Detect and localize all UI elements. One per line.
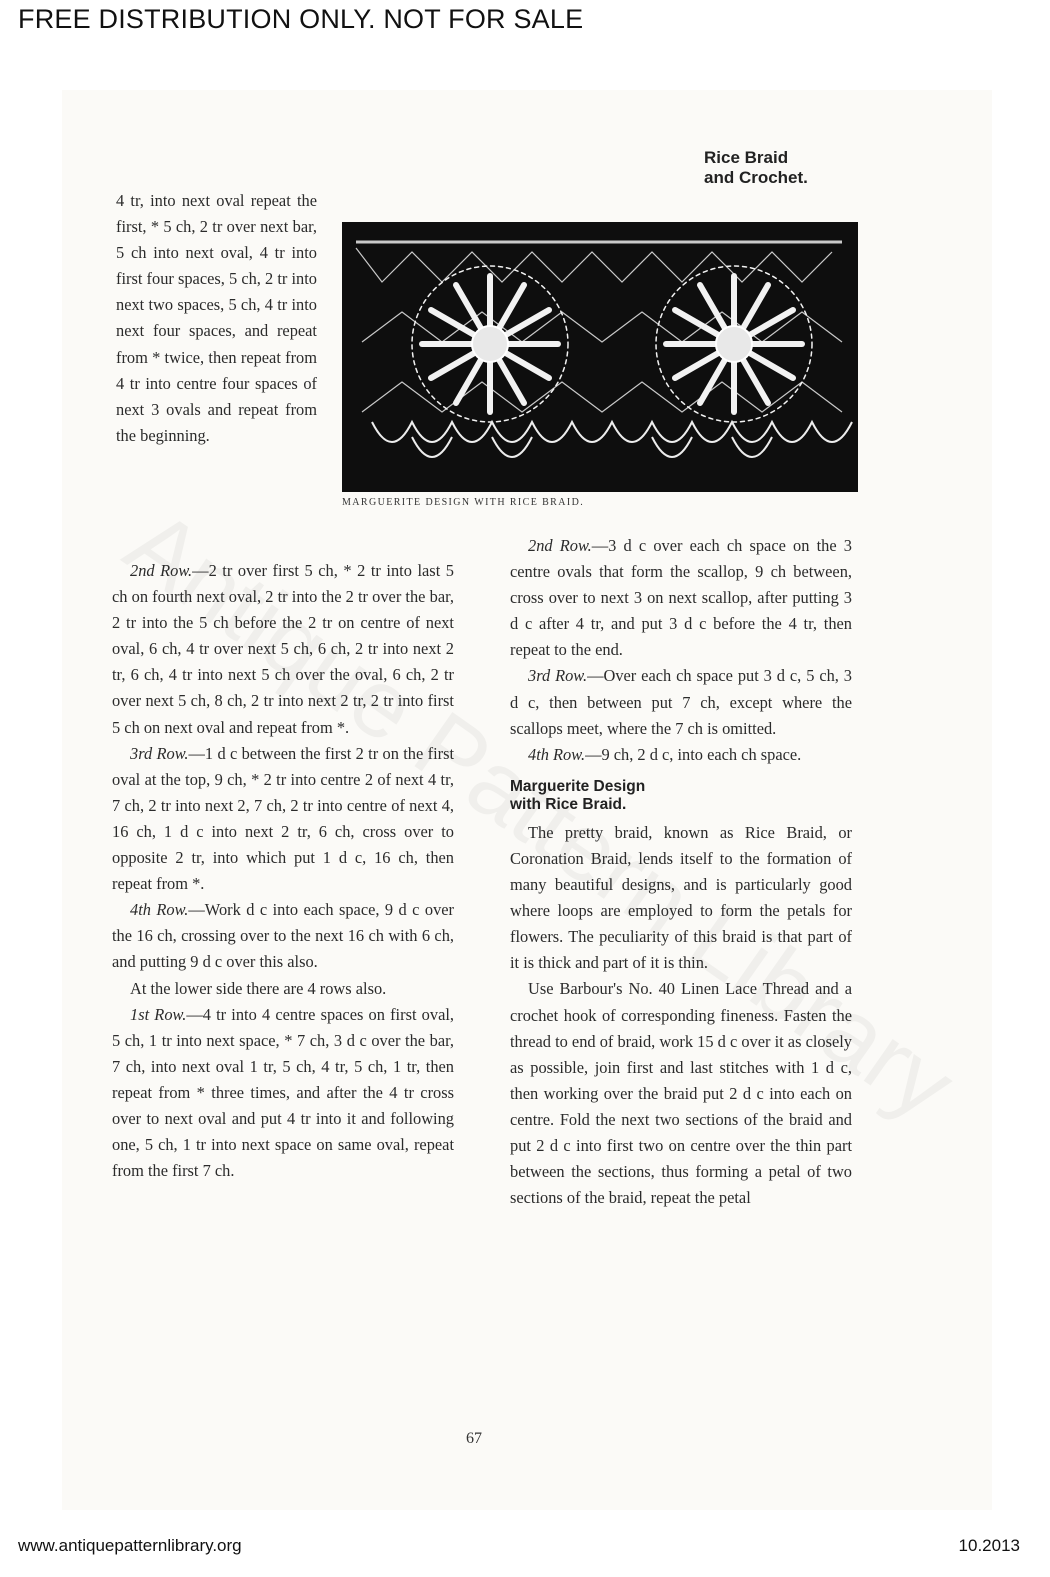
figure-caption: MARGUERITE DESIGN WITH RICE BRAID.	[342, 497, 585, 508]
paragraph: 1st Row.—4 tr into 4 centre spaces on first oval, 5 ch, 1 tr into next space, * 7 ch, 3 d c over the bar, 7 ch, into next oval 1 tr, 5 ch, 4 tr, 5 ch, 1 tr, then repeat from * three times, and after the 4 tr cross over to next oval and put 4 tr into it and following one, 5 ch, 1 tr into next space on same oval, repeat from the first 7 ch.	[112, 1004, 455, 1181]
section-title-line-1: Rice Braid	[704, 148, 789, 167]
lace-photo	[342, 222, 858, 492]
paragraph: 3rd Row.—Over each ch space put 3 d c, 5 ch, 3 d c, then between put 7 ch, except where the scallops meet, where the 7 ch is omitted.	[510, 666, 852, 738]
subheading: Marguerite Design with Rice Braid.	[510, 777, 646, 813]
distribution-banner: FREE DISTRIBUTION ONLY. NOT FOR SALE	[18, 4, 584, 34]
paragraph: Use Barbour's No. 40 Linen Lace Thread and a crochet hook of corresponding fineness. Fasten the thread to end of braid, work 15 d c over it as closely as possible, join first and last stitches with 1 d c, then working over the braid put 2 d c into each on centre. Fold the next two sections of the braid and put 2 d c into first two on centre over the thin part between the sections, thus forming a petal of two sections of the braid, repeat the petal	[510, 979, 852, 1208]
paragraph: 2nd Row.—3 d c over each ch space on the 3 centre ovals that form the scallop, 9 ch between, cross over to next 3 on next scallop, after putting 3 d c after 4 tr, and put 3 d c before the 4 tr, then repeat to the end.	[510, 536, 852, 660]
page-number: 67	[466, 1430, 482, 1447]
paragraph: 4th Row.—Work d c into each space, 9 d c over the 16 ch, crossing over to the next 16 ch with 6 ch, and putting 9 d c over this also.	[112, 900, 454, 972]
right-column	[510, 533, 852, 1211]
lace-illustration	[342, 222, 858, 492]
left-column	[112, 558, 454, 1184]
paragraph: At the lower side there are 4 rows also.	[130, 978, 387, 998]
footer-date: 10.2013	[958, 1536, 1020, 1555]
flower-left	[412, 266, 568, 422]
narrow-text-block: 4 tr, into next oval repeat the first, * 5 ch, 2 tr over next bar, 5 ch into next oval, 4 tr into first four spaces, 5 ch, 2 tr into next two spaces, 5 ch, 4 tr into next four spaces, and repeat from * twice, then repeat from 4 tr into centre four spaces of next 3 ovals and repeat from the beginning.	[116, 191, 317, 445]
paragraph: 2nd Row.—2 tr over first 5 ch, * 2 tr into last 5 ch on fourth next oval, 2 tr into the 2 tr over the bar, 2 tr into the 5 ch before the 2 tr on centre of next oval, 6 ch, 4 tr over next 5 ch, 6 ch, 2 tr into next 2 tr, 6 ch, 4 tr into next 5 ch over the oval, 6 ch, 2 tr over next 5 ch, 8 ch, 2 tr into next 2 tr, 2 tr into first 5 ch on next oval and repeat from *.	[112, 561, 454, 737]
scallop-edge	[372, 422, 852, 457]
section-title-line-2: and Crochet.	[704, 168, 808, 187]
paragraph: 3rd Row.—1 d c between the first 2 tr on the first oval at the top, 9 ch, * 2 tr into centre 2 of next 4 tr, 7 ch, 2 tr into next 2, 7 ch, 2 tr into centre of next 4, 16 ch, 1 d c into next 2 tr, 6 ch, cross over to opposite 2 tr, into which put 1 d c, 16 ch, then repeat from *.	[112, 743, 455, 894]
paragraph: 4th Row.—9 ch, 2 d c, into each ch space.	[528, 744, 802, 764]
footer-website: www.antiquepatternlibrary.org	[18, 1536, 242, 1555]
paragraph: The pretty braid, known as Rice Braid, or Coronation Braid, lends itself to the formation of many beautiful designs, and is particularly good where loops are employed to form the petals for flowers. The peculiarity of this braid is that part of it is thick and part of it is thin.	[510, 822, 852, 973]
section-title	[700, 148, 808, 188]
flower-right	[656, 266, 812, 422]
